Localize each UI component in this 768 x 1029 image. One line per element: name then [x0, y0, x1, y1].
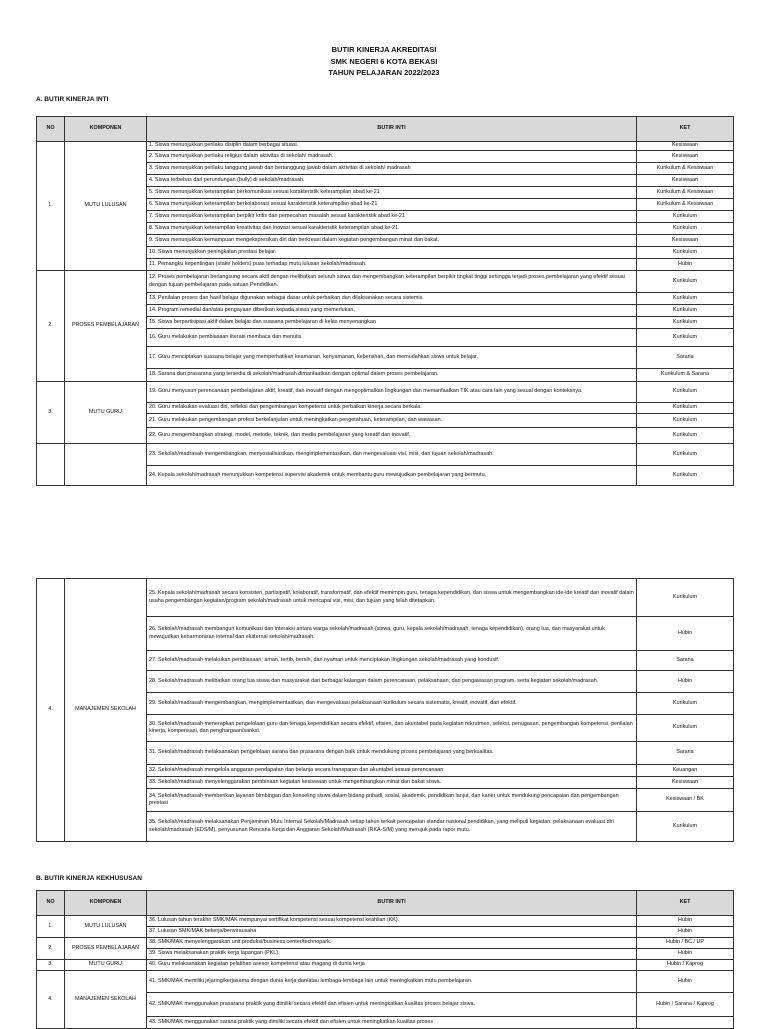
- col-no: NO: [37, 117, 65, 142]
- butir-inti-cell: 8. Siswa menunjukkan keterampilan kreativitas dan inovasi sesuai karakteristik keterampilan abad ke-21.: [147, 223, 637, 235]
- row-number-empty: [37, 444, 65, 486]
- ket-cell: Kesiswaan: [637, 235, 734, 247]
- ket-cell: Kurikulum: [637, 271, 734, 293]
- ket-cell: Kurikulum & Sarana: [637, 369, 734, 382]
- butir-inti-cell: 3. Siswa menunjukkan perilaku tanggung jawab dan bertanggung jawab dalam aktivitas di sekolah/ madrasah: [147, 163, 637, 175]
- title-line-1: BUTIR KINERJA AKREDITASI: [331, 45, 437, 54]
- ket-cell: Keuangan: [637, 765, 734, 777]
- section-b-title: B. BUTIR KINERJA KEKHUSUSAN: [36, 875, 142, 882]
- ket-cell: Kurikulum: [637, 329, 734, 347]
- ket-cell: Sarana: [637, 742, 734, 765]
- ket-cell: Kurikulum: [637, 693, 734, 715]
- table-butir-inti-part2: [36, 578, 734, 842]
- col-komponen: KOMPONEN: [65, 117, 147, 142]
- butir-inti-cell: 32. Sekolah/madrasah mengelola anggaran pendapatan dan belanja secara transparan dan akuntabel sesuai perencanaan: [147, 765, 637, 777]
- butir-inti-cell: 13. Penilaian proses dan hasil belajar digunakan sebagai dasar untuk perbaikan dan dilaksanakan secara sistemis.: [147, 293, 637, 305]
- ket-cell: Kesiswaan / BK: [637, 789, 734, 812]
- ket-cell: [637, 1017, 734, 1029]
- ket-cell: Kurikulum: [637, 211, 734, 223]
- ket-cell: Hubin: [637, 927, 734, 938]
- butir-inti-cell: 29. Sekolah/madrasah mengembangkan, mengimplementasikan, dan mengevaluasi pelaksanaan kurikulum secara sistematis, kreatif, inovatif, dan efektif.: [147, 693, 637, 715]
- butir-inti-cell: 22. Guru mengembangkan strategi, model, metode, teknik, dan media pembelajaran yang kreatif dan inovatif.: [147, 428, 637, 444]
- col-ket: KET: [637, 117, 734, 142]
- ket-cell: Kesiswaan: [637, 151, 734, 163]
- ket-cell: Kurikulum & Kesiswaan: [637, 199, 734, 211]
- row-komponen-empty: [65, 444, 147, 486]
- butir-inti-cell: 23. Sekolah/madrasah mengembangkan, menyosialisasikan, mengimplementasikan, dan mengevaluasi visi, misi, dan tujuan sekolah/madrasah.: [147, 444, 637, 466]
- butir-inti-cell: 38. SMK/MAK menyelenggarakan unit produksi/business center/technopark.: [147, 938, 637, 949]
- butir-inti-cell: 41. SMK/MAK memiliki jejaring/kerjasama dengan dunia kerja dan/atau lembaga-lembaga lain untuk meningkatkan mutu pembelajaran.: [147, 971, 637, 993]
- ket-cell: Hubin: [637, 671, 734, 693]
- butir-inti-cell: 43. SMK/MAK menggunakan sarana praktik yang dimiliki secara efektif dan efisien untuk meningkatkan kualitas proses: [147, 1017, 637, 1029]
- ket-cell: Hubin / BC / UP: [637, 938, 734, 949]
- row-number: 1.: [37, 142, 65, 271]
- butir-inti-cell: 10. Siswa menunjukkan peningkatan prestasi belajar.: [147, 247, 637, 259]
- row-number: 4.: [37, 579, 65, 842]
- ket-cell: Kurikulum & Kesiswaan: [637, 187, 734, 199]
- butir-inti-cell: 21. Guru melakukan pengembangan profesi berkelanjutan untuk meningkatkan pengetahuan, keterampilan, dan wawasan.: [147, 414, 637, 428]
- row-komponen: MUTU LULUSAN: [65, 142, 147, 271]
- butir-inti-cell: 42. SMK/MAK menggunakan prasarana praktik yang dimiliki secara efektif dan efisien untuk meningkatkan kualitas proses belajar siswa.: [147, 993, 637, 1017]
- butir-inti-cell: 16. Guru melakukan pembiasaan literasi membaca dan menulis.: [147, 329, 637, 347]
- ket-cell: Kurikulum: [637, 317, 734, 329]
- butir-inti-cell: 34. Sekolah/madrasah memberikan layanan bimbingan dan konseling siswa dalam bidang pribadi, sosial, akademik, pendidikan lanjut, dan karier untuk mendukung pencapaian dan pengembangan prestasi: [147, 789, 637, 812]
- table-header-row: [37, 117, 734, 142]
- butir-inti-cell: 39. Siswa melaksanakan praktik kerja lapangan (PKL).: [147, 949, 637, 960]
- table-row: [37, 960, 734, 971]
- col-no: NO: [37, 891, 65, 916]
- butir-inti-cell: 18. Sarana dan prasarana yang tersedia di sekolah/madrasah dimanfaatkan dengan optimal dalam proses pembelajaran.: [147, 369, 637, 382]
- butir-inti-cell: 4. Siswa terbebas dari perundungan (bully) di sekolah/madrasah.: [147, 175, 637, 187]
- ket-cell: Hubin / Sarana / Kaprog: [637, 993, 734, 1017]
- row-number: 2.: [37, 271, 65, 382]
- ket-cell: Hubin: [637, 971, 734, 993]
- row-komponen: MANAJEMEN SEKOLAH: [65, 579, 147, 842]
- col-ket: KET: [637, 891, 734, 916]
- table-row: [37, 938, 734, 949]
- butir-inti-cell: 6. Siswa menunjukkan keterampilan berkolaborasi sesuai karakteristik keterampilan abad ke-21: [147, 199, 637, 211]
- ket-cell: Hubin / Kaprog: [637, 960, 734, 971]
- table-row: [37, 971, 734, 993]
- butir-inti-cell: 40. Guru melaksanakan kegiatan pelatihan asesor kompetensi atau magang di dunia kerja: [147, 960, 637, 971]
- ket-cell: Kurikulum: [637, 305, 734, 317]
- col-butir-inti: BUTIR INTI: [147, 117, 637, 142]
- table-row: [37, 444, 734, 466]
- ket-cell: Kurikulum: [637, 428, 734, 444]
- butir-inti-cell: 35. Sekolah/madrasah melaksanakan Penjaminan Mutu Internal Sekolah/Madrasah setiap tahun terkait pencapaian standar nasional pendidikan, yang meliputi kegiatan: pelaksanaan evaluasi diri sekolah/madrasah (EDS/M), penyusunan Rencana Kerja dan Anggaran Sekolah/Madrasah (RKA-S/M) yang merujuk pada rapor mutu.: [147, 812, 637, 842]
- table-row: [37, 382, 734, 403]
- butir-inti-cell: 28. Sekolah/madrasah melibatkan orang tua siswa dan masyarakat dari berbagai kalangan dalam perencanaan, pelaksanaan, dan pengawasan program, serta kegiatan sekolah/madrasah.: [147, 671, 637, 693]
- table-row: [37, 579, 734, 617]
- ket-cell: Kurikulum: [637, 414, 734, 428]
- butir-inti-cell: 31. Sekolah/madrasah melaksanakan pengelolaan sarana dan prasarana dengan baik untuk mendukung proses pembelajaran yang berkualitas.: [147, 742, 637, 765]
- butir-inti-cell: 9. Siswa menunjukkan kemampuan mengekspresikan diri dan berkreasi dalam kegiatan pengembangan minat dan bakat.: [147, 235, 637, 247]
- table-butir-inti-part1: [36, 116, 734, 486]
- table-row: [37, 916, 734, 927]
- ket-cell: Hubin: [637, 259, 734, 271]
- butir-inti-cell: 19. Guru menyusun perencanaan pembelajaran aktif, kreatif, dan inovatif dengan mengoptimalkan lingkungan dan memanfaatkan TIK atau cara lain yang sesuai dengan konteksnya.: [147, 382, 637, 403]
- ket-cell: Kurikulum: [637, 466, 734, 486]
- butir-inti-cell: 7. Siswa menunjukkan keterampilan berpikir kritis dan pemecahan masalah sesuai karakteristik abad ke-21: [147, 211, 637, 223]
- section-a-title: A. BUTIR KINERJA INTI: [36, 96, 109, 103]
- table-header-row: [37, 891, 734, 916]
- ket-cell: Kurikulum: [637, 293, 734, 305]
- row-number: 4.: [37, 971, 65, 1029]
- butir-inti-cell: 12. Proses pembelajaran berlangsung secara aktif dengan melibatkan seluruh siswa dan mengembangkan keterampilan berpikir tingkat tinggi sehingga terjadi proses pembelajaran yang efektif sesuai dengan tujuan pembelajaran pada satuan Pendidikan.: [147, 271, 637, 293]
- ket-cell: Kurikulum: [637, 812, 734, 842]
- ket-cell: Sarana: [637, 651, 734, 671]
- butir-inti-cell: 30. Sekolah/madrasah menerapkan pengelolaan guru dan tenaga kependidikan secara efektif, efisien, dan akuntabel pada kegiatan rekrutmen, seleksi, penugasan, pengembangan kompetensi, penilaian kinerja, kompensasi, dan penghargaan/sanksi.: [147, 715, 637, 742]
- butir-inti-cell: 24. Kepala sekolah/madrasah menunjukkan kompetensi supervisi akademik untuk membantu guru mewujudkan pembelajaran yang bermutu.: [147, 466, 637, 486]
- row-komponen: MUTU LULUSAN: [65, 916, 147, 938]
- row-number: 3.: [37, 960, 65, 971]
- ket-cell: Kurikulum: [637, 223, 734, 235]
- ket-cell: Kurikulum: [637, 382, 734, 403]
- ket-cell: Kurikulum: [637, 403, 734, 414]
- row-number: 3.: [37, 382, 65, 444]
- butir-inti-cell: 20. Guru melakukan evaluasi diri, refleksi dan pengembangan kompetensi untuk perbaikan kinerja secara berkala.: [147, 403, 637, 414]
- table-row: [37, 142, 734, 151]
- butir-inti-cell: 14. Program remedial dan/atau pengayaan diberikan kepada siswa yang memerlukan.: [147, 305, 637, 317]
- butir-inti-cell: 11. Pemangku kepentingan (stake holders) puas terhadap mutu lulusan sekolah/madrasah.: [147, 259, 637, 271]
- ket-cell: Kurikulum: [637, 247, 734, 259]
- row-komponen: MANAJEMEN SEKOLAH: [65, 971, 147, 1029]
- ket-cell: Kurikulum: [637, 715, 734, 742]
- row-komponen: PROSES PEMBELAJARAN: [65, 271, 147, 382]
- butir-inti-cell: 36. Lulusan tahun terakhir SMK/MAK mempunyai sertifikat kompetensi sesuai kompetensi keahlian (KK).: [147, 916, 637, 927]
- ket-cell: Kurikulum: [637, 444, 734, 466]
- col-butir-inti: BUTIR INTI: [147, 891, 637, 916]
- butir-inti-cell: 27. Sekolah/madrasah melakukan pembiasaan; aman, tertib, bersih, dan nyaman untuk menciptakan lingkungan sekolah/madrasah yang kondusif.: [147, 651, 637, 671]
- table-butir-kekhususan: [36, 890, 734, 1029]
- row-komponen: PROSES PEMBELAJARAN: [65, 938, 147, 960]
- butir-inti-cell: 33. Sekolah/madrasah menyelenggarakan pembinaan kegiatan kesiswaan untuk mengembangkan minat dan bakat siswa.: [147, 777, 637, 789]
- ket-cell: Hubin: [637, 916, 734, 927]
- ket-cell: Hubin: [637, 949, 734, 960]
- ket-cell: Kurikulum: [637, 579, 734, 617]
- ket-cell: Kesiswaan: [637, 175, 734, 187]
- ket-cell: Hubin: [637, 617, 734, 651]
- document-title: [0, 44, 768, 79]
- butir-inti-cell: 2. Siswa menunjukkan perilaku religius dalam aktivitas di sekolah/ madrasah.: [147, 151, 637, 163]
- butir-inti-cell: 1. Siswa menunjukkan perilaku disiplin dalam berbagai situasi.: [147, 142, 637, 151]
- ket-cell: Kesiswaan: [637, 777, 734, 789]
- butir-inti-cell: 15. Siswa berpartisipasi aktif dalam belajar dan suasana pembelajaran di kelas menyenangkan: [147, 317, 637, 329]
- col-komponen: KOMPONEN: [65, 891, 147, 916]
- row-number: 2.: [37, 938, 65, 960]
- ket-cell: Sarana: [637, 347, 734, 369]
- butir-inti-cell: 25. Kepala sekolah/madrasah secara konsisten, partisipatif, kolaboratif, transformatif, dan efektif memimpin guru, tenaga kependidikan, dan siswa untuk mengembangkan ide-ide kreatif dan inovatif dalam usaha pengembangan kegiatan/program sekolah/madrasah untuk mencapai visi, misi, dan tujuan yang telah ditetapkan.: [147, 579, 637, 617]
- ket-cell: Kurikulum & Kesiswaan: [637, 163, 734, 175]
- butir-inti-cell: 17. Guru menciptakan suasana belajar yang memperhatikan keamanan, kenyamanan, kebersihan, dan memudahkan siswa untuk belajar.: [147, 347, 637, 369]
- butir-inti-cell: 26. Sekolah/madrasah membangun komunikasi dan interaksi antara warga sekolah/madrasah (siswa, guru, kepala sekolah/madrasah, tenaga kependidikan), orang tua, dan masyarakat untuk mewujudkan keharmonisan internal dan eksternal sekolah/madrasah.: [147, 617, 637, 651]
- title-line-2: SMK NEGERI 6 KOTA BEKASI: [330, 56, 438, 66]
- row-komponen: MUTU GURU: [65, 960, 147, 971]
- row-number: 1.: [37, 916, 65, 938]
- row-komponen: MUTU GURU: [65, 382, 147, 444]
- ket-cell: Kesiswaan: [637, 142, 734, 151]
- table-row: [37, 271, 734, 293]
- butir-inti-cell: 5. Siswa menunjukkan keterampilan berkomunikasi sesuai karakteristik keterampilan abad ke-21: [147, 187, 637, 199]
- title-line-3: TAHUN PELAJARAN 2022/2023: [328, 68, 440, 77]
- butir-inti-cell: 37. Lulusan SMK/MAK bekerja/berwirausaha: [147, 927, 637, 938]
